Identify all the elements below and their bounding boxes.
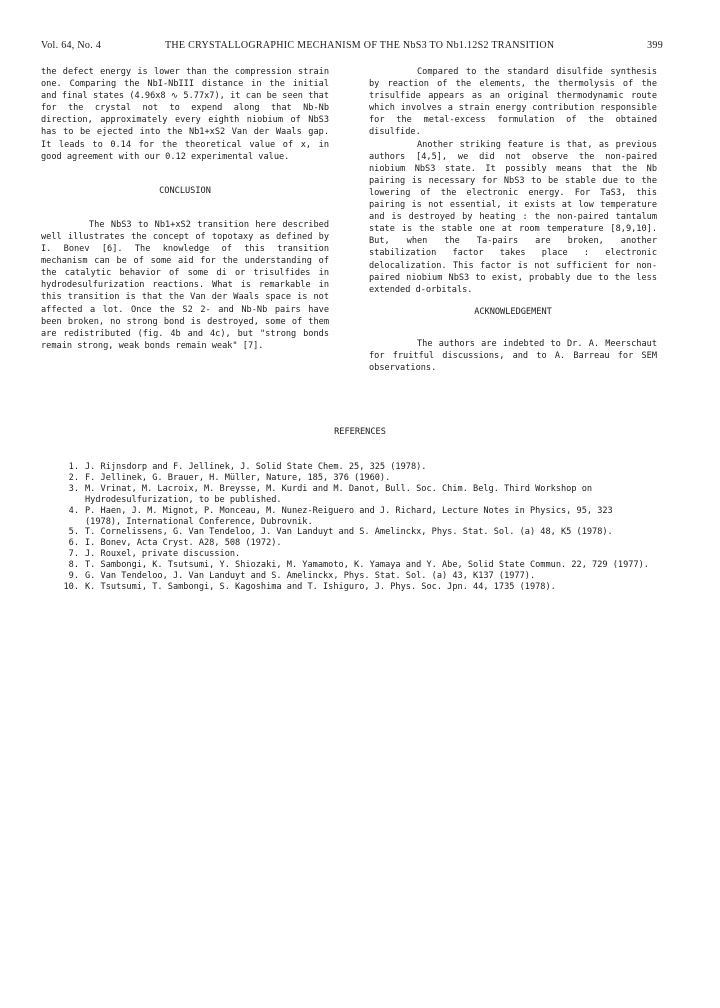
reference-item [63, 484, 653, 506]
intro-paragraph: the defect energy is lower than the compression strain one. Comparing the NbI-NbIII distance in the initial and final states (4.96x8 ∿ 5.77x7), it can be seen that for the crystal not to expend along that Nb-Nb direction, approximately every eighth niobium of NbS3 has to be ejected into the Nb1+xS2 Van der Waals gap. It leads to 0.14 for the theoretical value of x, in good agreement with our 0.12 experimental value. [41, 67, 329, 162]
reference-number: 1. [68, 462, 79, 472]
reference-item [63, 473, 653, 484]
reference-number: 10. [63, 581, 79, 592]
reference-text: P. Haen, J. M. Mignot, P. Monceau, M. Nunez-Reiguero and J. Richard, Lecture Notes in Physics, 95, 323 (1978), International Conference, Dubrovnik. [85, 505, 613, 527]
page-number: 399 [647, 40, 663, 51]
reference-item [63, 582, 653, 593]
synthesis-paragraph: Compared to the standard disulfide synthesis by reaction of the elements, the thermolysis of the trisulfide appears as an original thermodynamic route which involves a strain energy contribution responsible for the metal-excess formulation of the obtained disulfide. [369, 67, 657, 138]
conclusion-heading: CONCLUSION [159, 185, 211, 196]
reference-number: 4. [68, 505, 79, 516]
journal-volume: Vol. 64, No. 4 [41, 40, 102, 51]
reference-text: F. Jellinek, G. Brauer, H. Müller, Nature, 185, 376 (1960). [85, 472, 391, 483]
conclusion-paragraph: The NbS3 to Nb1+xS2 transition here described well illustrates the concept of topotaxy as defined by I. Bonev [6]. The knowledge of this transition mechanism can be of some aid for the understanding of the catalytic behavior of some di or trisulfides in hydrodesulfurization reactions. What is remarkable in this transition is that the Van der Waals space is not affected a lot. Once the S2 2- and Nb-Nb pairs have been broken, no strong bond is destroyed, some of them are redistributed (fig. 4b and 4c), but "strong bonds remain strong, weak bonds remain weak" [7]. [41, 219, 329, 351]
reference-text: J. Rijnsdorp and F. Jellinek, J. Solid State Chem. 25, 325 (1978). [85, 462, 427, 472]
reference-list [63, 462, 653, 593]
reference-item [63, 538, 653, 549]
pairing-paragraph: Another striking feature is that, as previous authors [4,5], we did not observe the non-paired niobium NbS3 state. It possibly means that the Nb pairing is necessary for NbS3 to be stable due to the lowering of the electronic energy. For TaS3, this pairing is not essential, it exists at low temperature and is destroyed by heating : the non-paired tantalum state is the stable one at room temperature [8,9,10]. But, when the Ta-pairs are broken, another stabilization factor takes place : electronic delocalization. This factor is not sufficient for non-paired niobium NbS3 to exist, probably due to the less extended d-orbitals. [369, 139, 657, 295]
acknowledgement-paragraph: The authors are indebted to Dr. A. Meerschaut for fruitful discussions, and to A. Barreau for SEM observations. [369, 338, 657, 374]
running-title: THE CRYSTALLOGRAPHIC MECHANISM OF THE NbS3 TO Nb1.12S2 TRANSITION [165, 40, 555, 51]
reference-item [63, 571, 653, 582]
reference-number: 2. [68, 472, 79, 483]
reference-text: T. Sambongi, K. Tsutsumi, Y. Shiozaki, M. Yamamoto, K. Yamaya and Y. Abe, Solid State Commun. 22, 729 (1977). [85, 560, 649, 571]
reference-text: M. Vrinat, M. Lacroix, M. Breysse, M. Kurdi and M. Danot, Bull. Soc. Chim. Belg. Third Workshop on Hydrodesulfurization, to be published. [85, 483, 593, 505]
reference-text: T. Cornelissens, G. Van Tendeloo, J. Van Landuyt and S. Amelinckx, Phys. Stat. Sol. (a) 48, K5 (1978). [85, 527, 613, 538]
reference-number: 9. [68, 571, 79, 582]
reference-item [63, 549, 653, 560]
references-heading: REFERENCES [334, 427, 386, 437]
reference-item [63, 527, 653, 538]
reference-number: 5. [68, 527, 79, 538]
right-column [369, 66, 657, 374]
reference-item [63, 506, 653, 528]
reference-text: J. Rouxel, private discussion. [85, 549, 241, 560]
reference-item [63, 560, 653, 571]
reference-text: G. Van Tendeloo, J. Van Landuyt and S. Amelinckx, Phys. Stat. Sol. (a) 43, K137 (1977). [85, 571, 536, 582]
reference-text: K. Tsutsumi, T. Sambongi, S. Kagoshima and T. Ishiguro, J. Phys. Soc. Jpn. 44, 1735 (1978). [85, 581, 556, 592]
page-header [41, 40, 663, 56]
left-column [41, 66, 329, 352]
acknowledgement-heading: ACKNOWLEDGEMENT [474, 306, 552, 317]
reference-text: I. Bonev, Acta Cryst. A28, 508 (1972). [85, 538, 282, 549]
reference-number: 3. [68, 483, 79, 494]
reference-number: 7. [68, 549, 79, 560]
reference-number: 6. [68, 538, 79, 549]
reference-item [63, 462, 653, 473]
reference-number: 8. [68, 560, 79, 571]
